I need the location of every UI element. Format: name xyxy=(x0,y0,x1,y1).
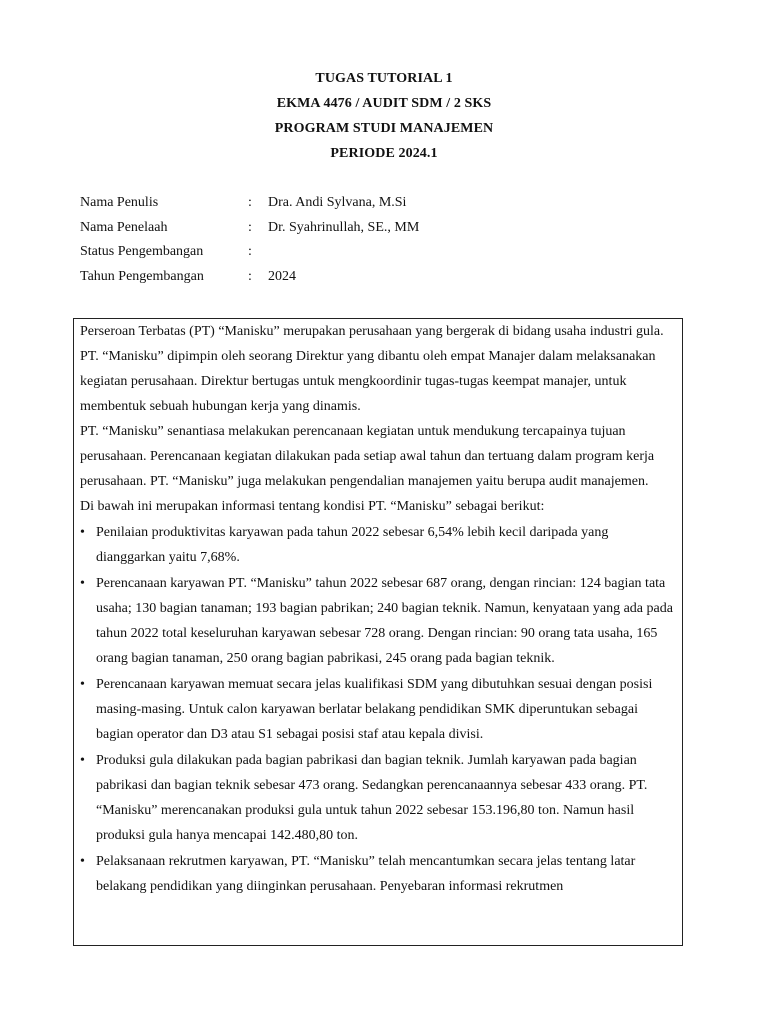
list-item xyxy=(80,672,676,747)
list-item-text: Produksi gula dilakukan pada bagian pabrikasi dan bagian teknik. Jumlah karyawan pada bagian pabrikasi dan bagian teknik sebesar 473 orang. Sedangkan perencanaannya sebesar 433 orang. PT. “Manisku” merencanakan produksi gula untuk tahun 2022 sebesar 153.196,80 ton. Namun hasil produksi gula hanya mencapai 142.480,80 ton. xyxy=(96,753,648,843)
meta-row-status xyxy=(80,240,419,265)
header-period: PERIODE 2024.1 xyxy=(330,146,438,161)
metadata-table xyxy=(80,191,419,289)
case-paragraph-1: Perseroan Terbatas (PT) “Manisku” merupakan perusahaan yang bergerak di bidang usaha industri gula. PT. “Manisku” dipimpin oleh seorang Direktur yang dibantu oleh empat Manajer dalam melaksanakan kegiatan perusahaan. Direktur bertugas untuk mengkoordinir tugas-tugas keempat manajer, untuk membentuk sebuah hubungan kerja yang dinamis. xyxy=(80,324,664,414)
meta-label: Nama Penulis xyxy=(80,195,159,210)
list-item-text: Penilaian produktivitas karyawan pada tahun 2022 sebesar 6,54% lebih kecil daripada yang dianggarkan yaitu 7,68%. xyxy=(96,525,609,565)
meta-value: Dr. Syahrinullah, SE., MM xyxy=(268,219,420,235)
meta-row-year xyxy=(80,265,419,290)
list-item-text: Perencanaan karyawan PT. “Manisku” tahun 2022 sebesar 687 orang, dengan rincian: 124 bagian tata usaha; 130 bagian tanaman; 193 bagian pabrikan; 240 bagian teknik. Namun, kenyataan yang ada pada tahun 2022 total keseluruhan karyawan sebesar 728 orang. Dengan rincian: 90 orang tata usaha, 165 orang bagian tanaman, 250 orang bagian pabrikasi, 245 orang pada bagian teknik. xyxy=(96,576,673,666)
bullet-icon: • xyxy=(80,854,85,869)
meta-colon: : xyxy=(248,244,252,259)
list-item xyxy=(80,520,676,570)
meta-label: Tahun Pengembangan xyxy=(80,268,204,284)
list-item xyxy=(80,748,676,848)
list-item xyxy=(80,849,676,899)
meta-colon: : xyxy=(248,195,252,210)
meta-colon: : xyxy=(248,268,252,284)
meta-value: 2024 xyxy=(268,268,296,284)
header-program: PROGRAM STUDI MANAJEMEN xyxy=(274,121,494,136)
condition-list xyxy=(80,520,676,899)
meta-value: Dra. Andi Sylvana, M.Si xyxy=(268,195,407,210)
bullet-icon: • xyxy=(80,753,85,768)
meta-label: Status Pengembangan xyxy=(80,244,204,259)
meta-row-author xyxy=(80,191,419,216)
bullet-icon: • xyxy=(80,525,85,540)
meta-label: Nama Penelaah xyxy=(80,219,168,235)
list-item-text: Pelaksanaan rekrutmen karyawan, PT. “Manisku” telah mencantumkan secara jelas tentang latar belakang pendidikan yang diinginkan perusahaan. Penyebaran informasi rekrutmen xyxy=(96,854,636,894)
document-header xyxy=(0,66,768,166)
case-study-box xyxy=(73,318,683,946)
bullet-icon: • xyxy=(80,677,85,692)
case-paragraph-2: PT. “Manisku” senantiasa melakukan perencanaan kegiatan untuk mendukung tercapainya tujuan perusahaan. Perencanaan kegiatan dilakukan pada setiap awal tahun dan tertuang dalam program kerja perusahaan. PT. “Manisku” juga melakukan pengendalian manajemen yaitu berupa audit manajemen. xyxy=(80,424,655,489)
meta-row-reviewer xyxy=(80,216,419,241)
meta-colon: : xyxy=(248,219,252,235)
list-item xyxy=(80,571,676,671)
case-paragraph-3: Di bawah ini merupakan informasi tentang kondisi PT. “Manisku” sebagai berikut: xyxy=(80,499,545,514)
list-item-text: Perencanaan karyawan memuat secara jelas kualifikasi SDM yang dibutuhkan sesuai dengan posisi masing-masing. Untuk calon karyawan berlatar belakang pendidikan SMK diperuntukan sebagai bagian operator dan D3 atau S1 sebagai posisi staf atau kepala divisi. xyxy=(96,677,653,742)
bullet-icon: • xyxy=(80,576,85,591)
header-title: TUGAS TUTORIAL 1 xyxy=(315,71,453,86)
header-course: EKMA 4476 / AUDIT SDM / 2 SKS xyxy=(276,96,492,111)
